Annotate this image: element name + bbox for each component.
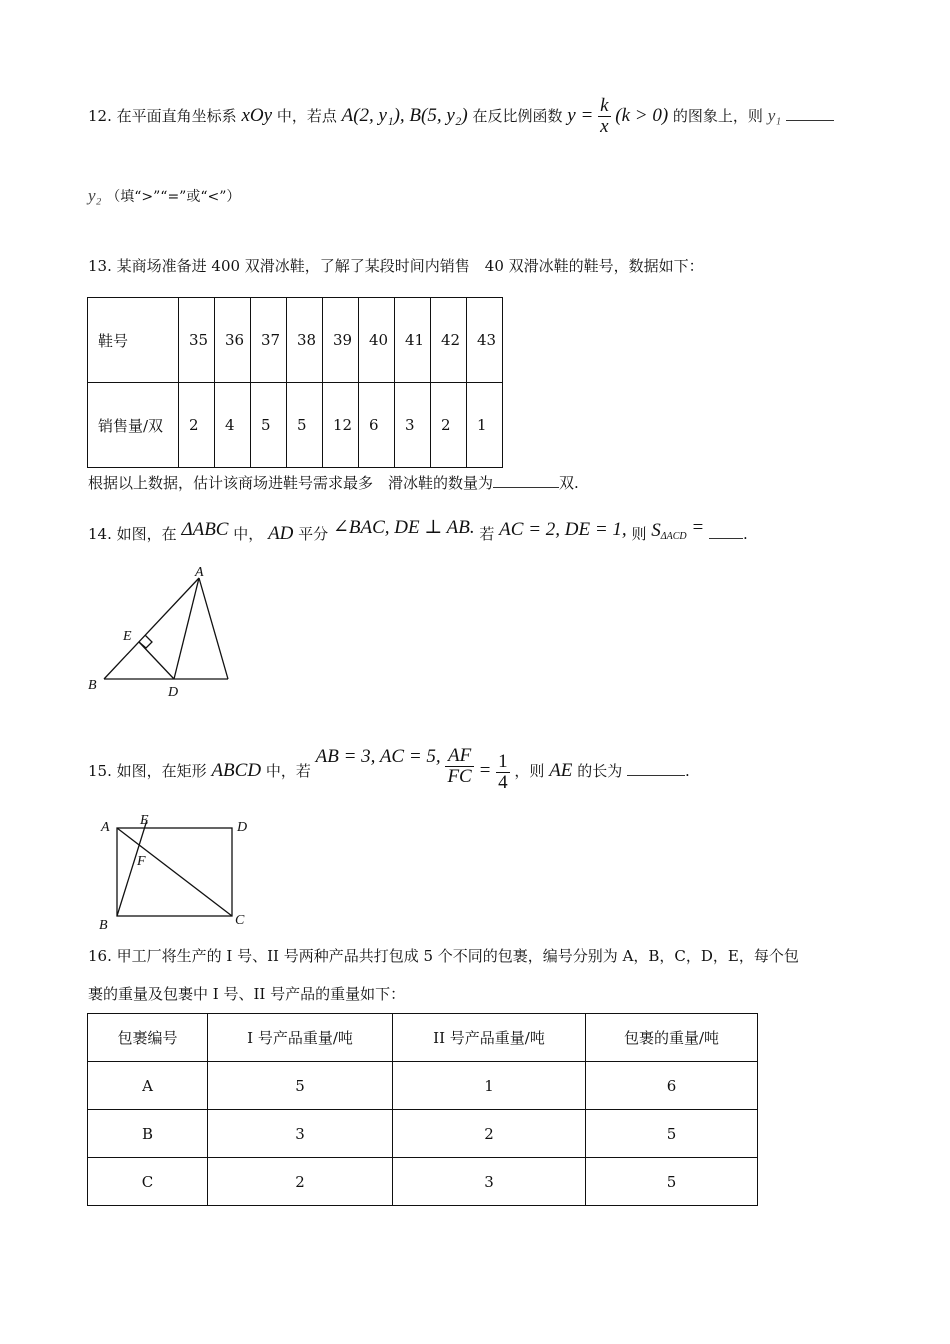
q12-line2 — [88, 186, 240, 206]
q12-points: A(2, y₁), B(5, y₂) — [341, 105, 468, 126]
q12-text-4: 的图象上，则 — [672, 107, 763, 125]
q14-text-5: 则 — [631, 525, 647, 543]
q16-header-cell: 包裹编号 — [88, 1014, 208, 1062]
q14-triangle: ΔABC — [181, 519, 229, 540]
q16-data-row — [88, 1158, 758, 1206]
q12-function — [567, 95, 673, 138]
q15-diagonal-ac — [117, 828, 232, 916]
q13-line — [88, 255, 704, 276]
q13-sales-cell: 3 — [395, 383, 431, 468]
q14-text-3: 平分 — [298, 525, 329, 543]
q13-sales-cell: 5 — [251, 383, 287, 468]
q15-rectangle: ABCD — [211, 760, 262, 781]
q16-cell: 1 — [393, 1062, 586, 1110]
q12-text-2: 中，若点 — [276, 107, 337, 125]
q14-figure — [85, 560, 240, 700]
q13-shoe-table — [87, 297, 503, 468]
q14-text-1: 如图，在 — [116, 525, 177, 543]
q15-text-4: 的长为 — [577, 762, 623, 780]
q12-y2: y₂ — [88, 186, 102, 205]
q15-line — [88, 722, 690, 792]
q14-line — [88, 505, 748, 545]
q16-header-cell: I 号产品重量/吨 — [208, 1014, 393, 1062]
q14-side-ab — [104, 578, 199, 679]
q14-segment-de — [139, 642, 174, 679]
q12-y-equals: y = — [567, 105, 594, 126]
q12-text-1: 在平面直角坐标系 — [116, 107, 237, 125]
q13-sales-cell: 2 — [431, 383, 467, 468]
q16-header-cell: 包裹的重量/吨 — [586, 1014, 758, 1062]
q16-text-line1: 甲工厂将生产的 I 号、II 号两种产品共打包成 5 个不同的包裹，编号分别为 A，B，C，D，E，每个包 — [116, 947, 799, 965]
q13-size-cell: 37 — [251, 298, 287, 383]
q15-fraction-fc: FC — [447, 765, 472, 787]
q14-condition: ∠BAC, DE ⊥ AB. — [332, 517, 475, 538]
q13-sales-cell: 5 — [287, 383, 323, 468]
q16-data-row — [88, 1062, 758, 1110]
q16-number: 16. — [88, 947, 112, 965]
q13-size-cell: 40 — [359, 298, 395, 383]
q16-cell: 5 — [208, 1062, 393, 1110]
q14-segment-ad — [174, 578, 199, 679]
q12-fraction-denominator: x — [600, 116, 609, 138]
q15-text-2: 中，若 — [265, 762, 311, 780]
q13-size-cell: 35 — [179, 298, 215, 383]
q15-label-b: B — [99, 918, 108, 933]
q15-label-d: D — [237, 820, 248, 835]
q14-text-2: 中， — [233, 525, 264, 543]
q13-number: 13. — [88, 257, 112, 275]
q13-sales-cell: 4 — [215, 383, 251, 468]
q15-number: 15. — [88, 762, 112, 780]
q13-row-sales — [88, 383, 503, 468]
q14-equals: = — [691, 517, 705, 538]
q13-size-label: 鞋号 — [88, 298, 179, 383]
q15-equals: = — [478, 760, 492, 781]
q13-sales-cell: 1 — [467, 383, 503, 468]
q13-sales-label: 销售量/双 — [88, 383, 179, 468]
q15-label-a: A — [101, 820, 110, 835]
q16-cell: C — [88, 1158, 208, 1206]
q13-after-line — [88, 472, 579, 493]
q12-line1 — [88, 88, 834, 144]
q16-package-table — [87, 1013, 758, 1206]
q13-row-sizes — [88, 298, 503, 383]
q14-text-4: 若 — [479, 525, 495, 543]
q15-text-1: 如图，在矩形 — [116, 762, 207, 780]
q16-cell: B — [88, 1110, 208, 1158]
q14-label-b: B — [88, 678, 97, 693]
q14-label-a: A — [195, 565, 204, 580]
q12-fraction-numerator: k — [600, 95, 609, 117]
q15-end: . — [685, 762, 690, 780]
q14-label-d: D — [168, 685, 179, 700]
q13-size-cell: 39 — [323, 298, 359, 383]
q15-values: AB = 3, AC = 5, — [315, 746, 441, 767]
q14-right-angle-mark — [139, 635, 152, 648]
q13-size-cell: 43 — [467, 298, 503, 383]
q16-cell: A — [88, 1062, 208, 1110]
q13-text: 某商场准备进 400 双滑冰鞋，了解了某段时间内销售 40 双滑冰鞋的鞋号，数据如下： — [116, 257, 704, 275]
q14-answer-blank — [709, 524, 743, 539]
q14-ad: AD — [268, 523, 294, 544]
q15-label-f: F — [137, 854, 146, 869]
q13-size-cell: 42 — [431, 298, 467, 383]
q14-number: 14. — [88, 525, 112, 543]
q15-answer-blank — [627, 761, 685, 776]
q16-cell: 6 — [586, 1062, 758, 1110]
q12-fraction — [598, 96, 610, 137]
q15-ae: AE — [549, 760, 573, 781]
q16-line2 — [88, 983, 405, 1004]
q14-values: AC = 2, DE = 1, — [499, 519, 627, 540]
q16-header-row — [88, 1014, 758, 1062]
q16-cell: 5 — [586, 1110, 758, 1158]
q15-label-e: E — [140, 813, 149, 828]
q13-size-cell: 38 — [287, 298, 323, 383]
q16-cell: 3 — [393, 1158, 586, 1206]
q14-end: . — [743, 525, 748, 543]
q14-area-subscript: ΔACD — [660, 531, 687, 542]
q16-cell: 3 — [208, 1110, 393, 1158]
q13-answer-blank — [493, 473, 559, 488]
q12-y1: y₁ — [767, 106, 782, 125]
q12-text-3: 在反比例函数 — [472, 107, 563, 125]
q13-sales-cell: 2 — [179, 383, 215, 468]
q16-cell: 2 — [208, 1158, 393, 1206]
q16-line1 — [88, 945, 799, 966]
q12-number: 12. — [88, 107, 112, 125]
q13-after-text: 根据以上数据，估计该商场进鞋号需求最多 滑冰鞋的数量为 — [88, 474, 494, 492]
q13-size-cell: 36 — [215, 298, 251, 383]
q15-fraction-af: AF — [445, 746, 473, 767]
q15-text-3: ，则 — [514, 762, 545, 780]
q15-figure — [95, 808, 260, 936]
q16-cell: 5 — [586, 1158, 758, 1206]
q16-cell: 2 — [393, 1110, 586, 1158]
q13-sales-cell: 12 — [323, 383, 359, 468]
q13-size-cell: 41 — [395, 298, 431, 383]
q15-fraction-one: 1 — [498, 750, 508, 772]
q13-sales-cell: 6 — [359, 383, 395, 468]
q14-side-ac — [199, 578, 228, 679]
q15-fraction-quarter — [496, 752, 510, 793]
q13-after-end: 双. — [559, 474, 579, 492]
q15-label-c: C — [235, 913, 245, 928]
q15-fraction-af-fc — [445, 746, 473, 787]
q12-answer-blank — [786, 106, 834, 121]
q15-fraction-four: 4 — [498, 771, 508, 793]
q12-condition: (k > 0) — [615, 105, 669, 126]
q12-hint: （填“>”“=”或“<”） — [106, 189, 241, 205]
q14-label-e: E — [123, 629, 132, 644]
q14-area-symbol: S — [651, 520, 661, 541]
q16-header-cell: II 号产品重量/吨 — [393, 1014, 586, 1062]
q12-coord-system: xOy — [241, 105, 273, 126]
q16-text-line2: 裹的重量及包裹中 I 号、II 号产品的重量如下： — [88, 985, 406, 1003]
q16-data-row — [88, 1110, 758, 1158]
